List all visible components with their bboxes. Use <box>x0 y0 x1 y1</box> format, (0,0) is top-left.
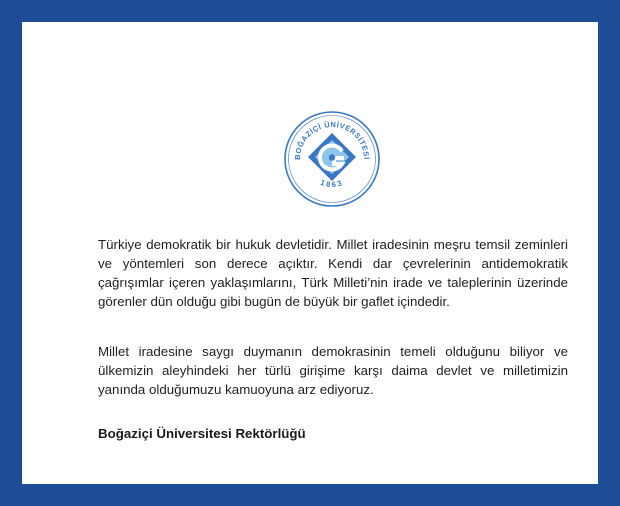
seal-arc-text: BOĞAZİÇİ ÜNİVERSİTESİ <box>292 119 372 161</box>
seal-center-dot <box>329 154 335 160</box>
seal-year: 1863 <box>319 177 345 190</box>
statement-paragraph-2: Millet iradesine saygı duymanın demokrasinin temeli olduğunu biliyor ve ülkemizin aleyhindeki her türlü girişime karşı daima devlet ve milletimizin yanında olduğumuzu kamuoyuna arz ediyoruz. <box>98 344 568 397</box>
university-seal <box>282 109 382 209</box>
signature: Boğaziçi Üniversitesi Rektörlüğü <box>98 426 306 441</box>
statement-card <box>22 22 598 484</box>
seal-emblem-icon <box>282 109 382 209</box>
statement-paragraph-1: Türkiye demokratik bir hukuk devletidir. Millet iradesinin meşru temsil zeminleri ve yöntemleri son derece açıktır. Kendi dar çevrelerinin antidemokratik çağrışımlar içeren yaklaşımlarını, Türk Milleti’nin irade ve taleplerinin üzerinde görenler dün olduğu gibi bugün de büyük bir gaflet içindedir. <box>98 237 568 309</box>
